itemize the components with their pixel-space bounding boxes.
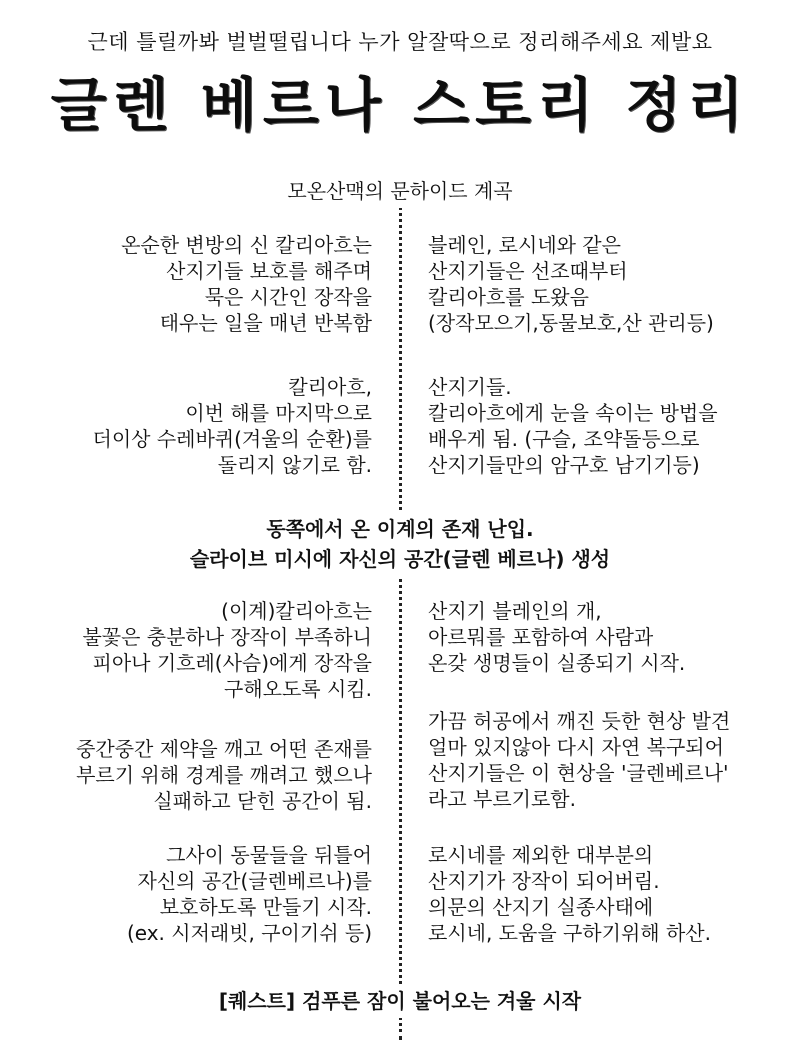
left-note-1-line: 태우는 일을 매년 반복함: [159, 311, 372, 335]
right-note-4: [428, 708, 730, 812]
left-note-5-line: (ex. 시저래빗, 구이기쉬 등): [126, 921, 372, 945]
left-note-3-line: 불꽃은 충분하나 장작이 부족하니: [82, 625, 372, 649]
right-note-2-line: 산지기들.: [428, 375, 512, 399]
left-note-1: [121, 232, 372, 336]
right-note-2-line: 산지기들만의 암구호 남기기등): [428, 453, 700, 477]
section-heading-intrusion-line: 슬라이브 미시에 자신의 공간(글렌 베르나) 생성: [189, 547, 611, 571]
left-note-3-line: 구해오도록 시킴.: [224, 677, 372, 701]
left-note-2-line: 칼리아흐,: [288, 375, 372, 399]
right-note-1-line: 블레인, 로시네와 같은: [428, 233, 621, 257]
left-note-5-line: 자신의 공간(글렌베르나)를: [137, 869, 372, 893]
section-heading-quest: [퀘스트] 검푸른 잠이 불어오는 겨울 시작: [100, 984, 700, 1018]
left-note-1-line: 온순한 변방의 신 칼리아흐는: [121, 233, 372, 257]
left-note-1-line: 묵은 시간인 장작을: [204, 285, 372, 309]
right-note-3: [428, 598, 685, 676]
right-note-3-line: 산지기 블레인의 개,: [428, 599, 602, 623]
left-note-4-line: 중간중간 제약을 깨고 어떤 존재를: [76, 737, 372, 761]
right-note-3-line: 온갖 생명들이 실종되기 시작.: [428, 651, 686, 675]
left-note-3: [82, 598, 372, 702]
right-note-5-line: 로시네, 도움을 구하기위해 하산.: [428, 921, 711, 945]
right-note-4-line: 라고 부르기로함.: [428, 787, 576, 811]
left-note-5-line: 보호하도록 만들기 시작.: [159, 895, 372, 919]
right-note-2-line: 배우게 됨. (구슬, 조약돌등으로: [428, 427, 700, 451]
right-note-5: [428, 842, 711, 946]
left-note-4-line: 부르기 위해 경계를 깨려고 했으나: [76, 763, 372, 787]
right-note-4-line: 얼마 있지않아 다시 자연 복구되어: [428, 735, 724, 759]
right-note-1-line: 칼리아흐를 도왔음: [428, 285, 589, 309]
left-note-4: [76, 736, 372, 814]
left-note-2: [93, 374, 372, 478]
section-heading-intrusion: [100, 512, 700, 576]
right-note-4-line: 가끔 허공에서 깨진 듯한 현상 발견: [428, 709, 731, 733]
right-note-5-line: 의문의 산지기 실종사태에: [428, 895, 654, 919]
left-note-3-line: 피아나 기흐레(사슴)에게 장작을: [92, 651, 372, 675]
left-note-4-line: 실패하고 닫힌 공간이 됨.: [153, 789, 372, 813]
section-heading-intrusion-line: 동쪽에서 온 이계의 존재 난입.: [266, 517, 534, 541]
left-note-5: [127, 842, 372, 946]
left-note-2-line: 더이상 수레바퀴(겨울의 순환)를: [92, 427, 372, 451]
section-heading-valley: 모온산맥의 문하이드 계곡: [100, 174, 700, 208]
right-note-4-line: 산지기들은 이 현상을 '글렌베르나': [428, 761, 729, 785]
left-note-1-line: 산지기들 보호를 해주며: [166, 259, 372, 283]
left-note-2-line: 돌리지 않기로 함.: [217, 453, 372, 477]
right-note-5-line: 로시네를 제외한 대부분의: [428, 843, 654, 867]
left-note-5-line: 그사이 동물들을 뒤틀어: [166, 843, 372, 867]
right-note-2-line: 칼리아흐에게 눈을 속이는 방법을: [428, 401, 718, 425]
right-note-1-line: 산지기들은 선조때부터: [428, 259, 628, 283]
right-note-1-line: (장작모으기,동물보호,산 관리등): [428, 311, 714, 335]
page-subtitle: 근데 틀릴까봐 벌벌떨립니다 누가 알잘딱으로 정리해주세요 제발요: [87, 30, 713, 54]
right-note-1: [428, 232, 714, 336]
right-note-2: [428, 374, 718, 478]
right-note-5-line: 산지기가 장작이 되어버림.: [428, 869, 660, 893]
timeline-divider: [399, 176, 402, 1040]
left-note-3-line: (이계)칼리아흐는: [221, 599, 372, 623]
page-title: 글렌 베르나 스토리 정리: [50, 71, 750, 139]
left-note-2-line: 이번 해를 마지막으로: [185, 401, 372, 425]
right-note-3-line: 아르뭐를 포함하여 사람과: [428, 625, 654, 649]
